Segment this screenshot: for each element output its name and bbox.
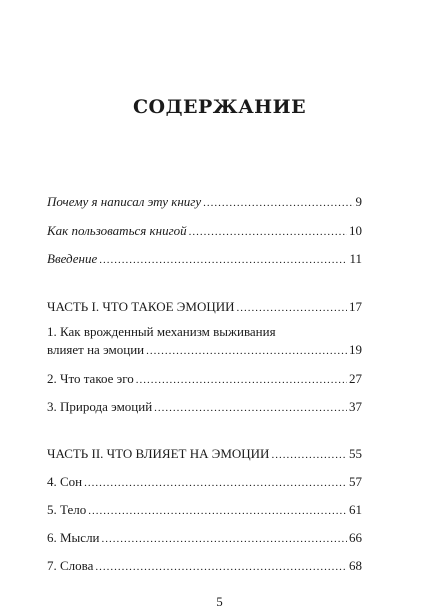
toc-leader-dots: [146, 343, 347, 359]
toc-entry-label: 7. Слова: [47, 558, 94, 573]
toc-entry-page: 57: [349, 474, 362, 489]
toc-entry-page: 27: [349, 371, 362, 386]
toc-leader-dots: [84, 475, 347, 491]
toc-entry-page: 66: [349, 530, 362, 545]
toc-entry-page: 19: [349, 342, 362, 357]
toc-entry-label: 6. Мысли: [47, 530, 100, 545]
toc-leader-dots: [189, 224, 347, 240]
toc-leader-dots: [136, 372, 347, 388]
toc-entry-label: 5. Тело: [47, 502, 87, 517]
toc-entry-label: Как пользоваться книгой: [47, 223, 187, 238]
toc-leader-dots: [154, 400, 347, 416]
toc-leader-dots: [99, 252, 347, 268]
toc-entry-label: ЧАСТЬ I. ЧТО ТАКОЕ ЭМОЦИИ: [47, 299, 235, 314]
page-number: 5: [216, 594, 223, 609]
toc-entry: [47, 223, 362, 240]
toc-entry: [47, 251, 362, 268]
toc-entry: [47, 342, 362, 359]
toc-part-heading: [47, 446, 362, 463]
page-title: СОДЕРЖАНИЕ: [132, 96, 307, 118]
toc-leader-dots: [203, 195, 353, 211]
toc-entry: [47, 558, 362, 575]
toc-entry: [47, 474, 362, 491]
toc-entry-label: 3. Природа эмоций: [47, 399, 153, 414]
toc-entry-page: 10: [349, 223, 362, 238]
toc-leader-dots: [88, 503, 347, 519]
toc-entry-page: 68: [349, 558, 362, 573]
toc-entry: [47, 502, 362, 519]
toc-entry-label: 2. Что такое эго: [47, 371, 134, 386]
toc-leader-dots: [271, 447, 347, 463]
toc-leader-dots: [237, 300, 347, 316]
toc-leader-dots: [102, 531, 347, 547]
toc-entry-label: 4. Сон: [47, 474, 83, 489]
toc-entry: [47, 371, 362, 388]
toc-entry-page: 37: [349, 399, 362, 414]
toc-part-heading: [47, 299, 362, 316]
toc-entry: [47, 194, 362, 211]
toc-entry-label: Введение: [47, 251, 98, 266]
toc-entry-page: 55: [349, 446, 362, 461]
toc-entry: [47, 530, 362, 547]
toc-leader-dots: [95, 559, 347, 575]
toc-entry-label: ЧАСТЬ II. ЧТО ВЛИЯЕТ НА ЭМОЦИИ: [47, 446, 270, 461]
toc-entry-label-line1: 1. Как врожденный механизм выживания: [47, 324, 276, 339]
toc-entry-page: 11: [349, 251, 362, 266]
toc-entry: [47, 399, 362, 416]
toc-entry-label: влияет на эмоции: [47, 342, 145, 357]
toc-entry-page: 9: [355, 194, 362, 209]
toc-entry-page: 61: [349, 502, 362, 517]
toc-entry-page: 17: [349, 299, 362, 314]
toc-entry-label: Почему я написал эту книгу: [47, 194, 202, 209]
